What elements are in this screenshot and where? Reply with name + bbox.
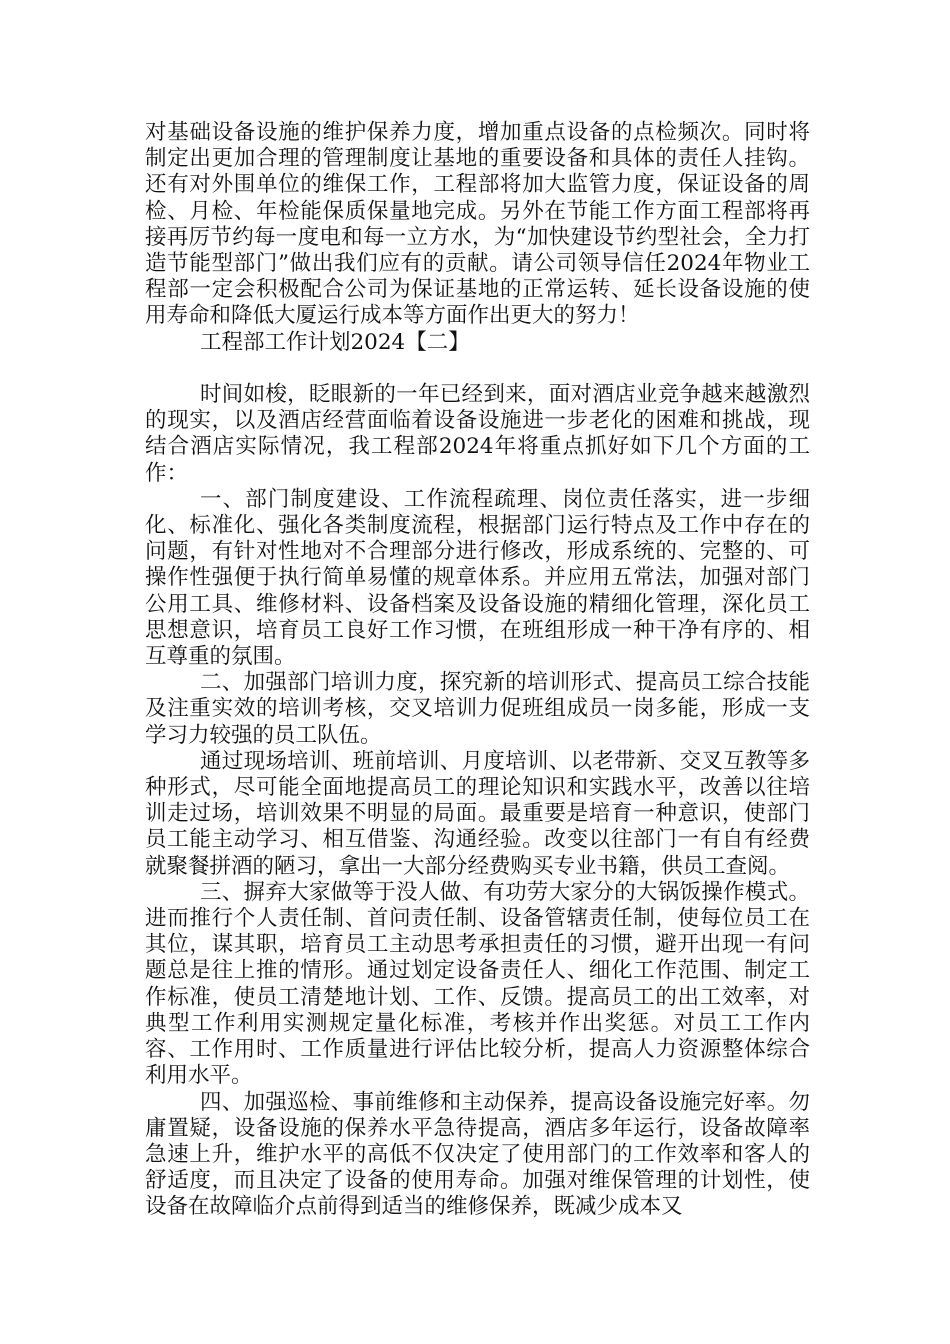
blank-line [145, 356, 810, 382]
paragraph-intro: 时间如梭，眨眼新的一年已经到来，面对酒店业竞争越来越激烈的现实，以及酒店经营面临着设备设施进一步老化的困难和挑战，现结合酒店实际情况，我工程部2024年将重点抓好如下几个方面的工作： [145, 382, 810, 486]
paragraph-item-4: 四、加强巡检、事前维修和主动保养，提高设备设施完好率。勿庸置疑，设备设施的保养水平急待提高，酒店多年运行，设备故障率急速上升，维护水平的高低不仅决定了使用部门的工作效率和客人的舒适度，而且决定了设备的使用寿命。加强对维保管理的计划性，使设备在故障临介点前得到适当的维修保养，既减少成本又 [145, 1089, 810, 1220]
paragraph-item-1: 一、部门制度建设、工作流程疏理、岗位责任落实，进一步细化、标准化、强化各类制度流程，根据部门运行特点及工作中存在的问题，有针对性地对不合理部分进行修改，形成系统的、完整的、可操作性强便于执行简单易懂的规章体系。并应用五常法，加强对部门公用工具、维修材料、设备档案及设备设施的精细化管理，深化员工思想意识，培育员工良好工作习惯，在班组形成一种干净有序的、相互尊重的氛围。 [145, 486, 810, 670]
document-page [145, 120, 810, 1221]
paragraph-training: 通过现场培训、班前培训、月度培训、以老带新、交叉互教等多种形式，尽可能全面地提高员工的理论知识和实践水平，改善以往培训走过场，培训效果不明显的局面。最重要是培育一种意识，使部门员工能主动学习、相互借鉴、沟通经验。改变以往部门一有自有经费就聚餐拼酒的陋习，拿出一大部分经费购买专业书籍，供员工查阅。 [145, 748, 810, 879]
paragraph-item-2: 二、加强部门培训力度，探究新的培训形式、提高员工综合技能及注重实效的培训考核，交叉培训力促班组成员一岗多能，形成一支学习力较强的员工队伍。 [145, 670, 810, 748]
paragraph-continuation: 对基础设备设施的维护保养力度，增加重点设备的点检频次。同时将制定出更加合理的管理制度让基地的重要设备和具体的责任人挂钩。还有对外围单位的维保工作，工程部将加大监管力度，保证设备的周检、月检、年检能保质保量地完成。另外在节能工作方面工程部将再接再厉节约每一度电和每一立方水，为“加快建设节约型社会，全力打造节能型部门”做出我们应有的贡献。请公司领导信任2024年物业工程部一定会积极配合公司为保证基地的正常运转、延长设备设施的使用寿命和降低大厦运行成本等方面作出更大的努力！ [145, 120, 810, 329]
section-heading: 工程部工作计划2024【二】 [200, 329, 470, 355]
paragraph-item-3: 三、摒弃大家做等于没人做、有功劳大家分的大锅饭操作模式。进而推行个人责任制、首问责任制、设备管辖责任制，使每位员工在其位，谋其职，培育员工主动思考承担责任的习惯，避开出现一有问题总是往上推的情形。通过划定设备责任人、细化工作范围、制定工作标准，使员工清楚地计划、工作、反馈。提高员工的出工效率，对典型工作利用实测规定量化标准，考核并作出奖惩。对员工工作内容、工作用时、工作质量进行评估比较分析，提高人力资源整体综合利用水平。 [145, 879, 810, 1089]
